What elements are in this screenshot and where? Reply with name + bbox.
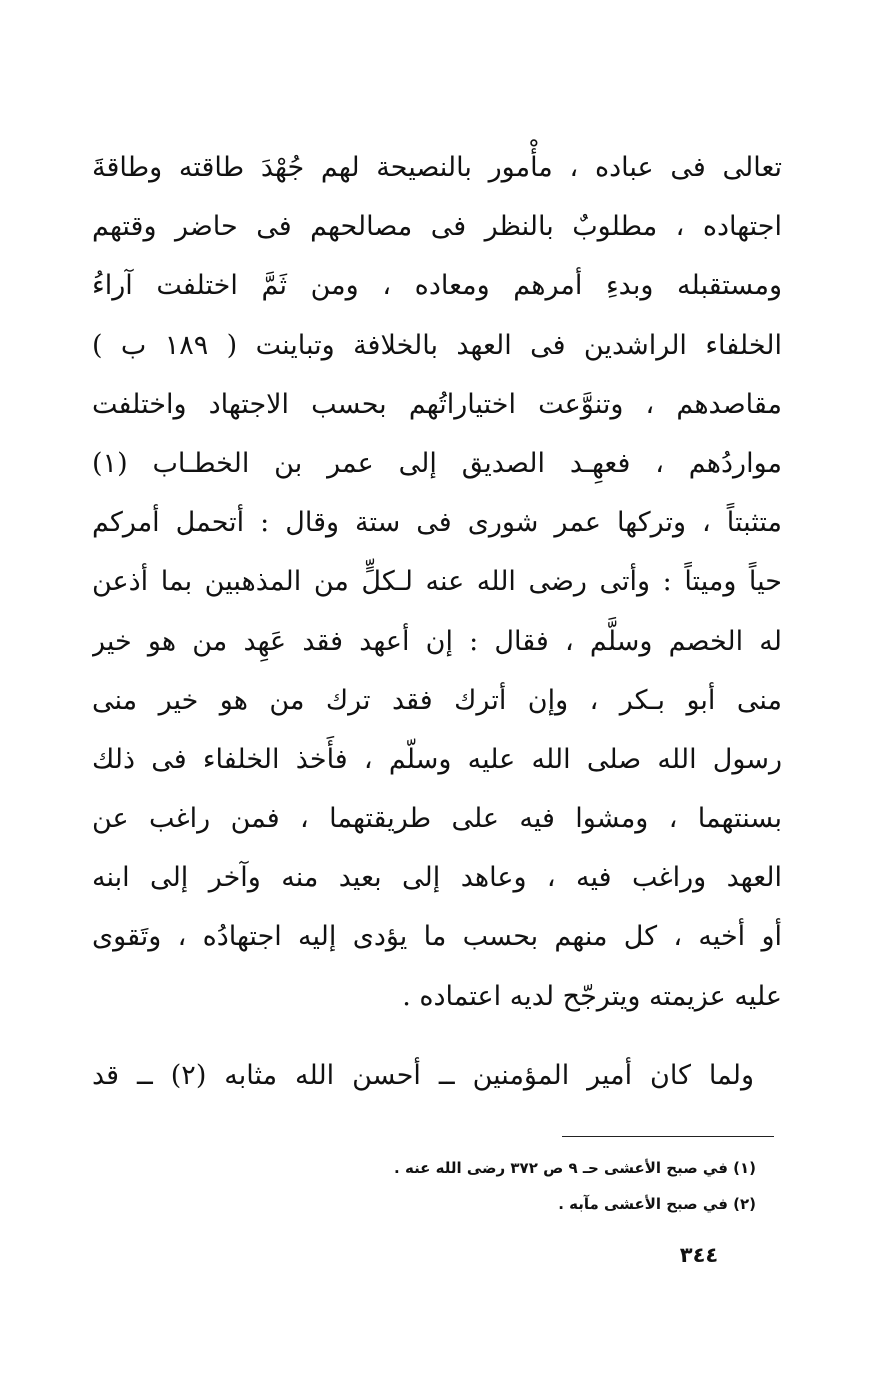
new-paragraph-line: ولما كان أمير المؤمنين ــ أحسن الله مثابه (٢) ــ قد: [92, 1059, 754, 1091]
footnote-1: (١) في صبح الأعشى حـ ٩ ص ٣٧٢ رضى الله عنه .: [394, 1159, 756, 1177]
text-line: منى أبو بـكر ، وإن أترك فقد ترك من هو خير منى: [92, 684, 782, 716]
footnotes: [200, 1150, 756, 1222]
text-line: مواردُهم ، فعهِـد الصديق إلى عمر بن الخطـاب (١): [92, 447, 782, 479]
text-line: اجتهاده ، مطلوبٌ بالنظر فى مصالحهم فى حاضر وقتهم: [92, 211, 782, 243]
text-line: الخلفاء الراشدين فى العهد بالخلافة وتباينت ( ١٨٩ ب ): [92, 329, 782, 361]
text-line: حياً وميتاً : وأتى رضى الله عنه لـكلٍّ من المذهبين بما أذعن: [92, 566, 782, 598]
text-line: بسنتهما ، ومشوا فيه على طريقتهما ، فمن راغب عن: [92, 803, 782, 835]
footnote-separator: [562, 1136, 774, 1137]
footnote-2: (٢) في صبح الأعشى مآبه .: [558, 1195, 756, 1213]
text-line: متثبتاً ، وتركها عمر شورى فى ستة وقال : أتحمل أمركم: [92, 507, 782, 539]
text-line: أو أخيه ، كل منهم بحسب ما يؤدى إليه اجتهادُه ، وتَقوى: [92, 921, 782, 953]
text-line: ومستقبله وبدءِ أمرهم ومعاده ، ومن ثَمَّ اختلفت آراءُ: [92, 270, 782, 302]
page-number: ٣٤٤: [679, 1243, 719, 1267]
text-line: له الخصم وسلَّم ، فقال : إن أعهد فقد عَهِد من هو خير: [92, 625, 782, 657]
paragraph-end-line: عليه عزيمته ويترجّح لديه اعتماده .: [402, 980, 782, 1012]
text-line: تعالى فى عباده ، مأْمور بالنصيحة لهم جُهْدَ طاقته وطاقةَ: [92, 152, 782, 183]
main-text: [92, 138, 782, 1105]
text-line: العهد وراغب فيه ، وعاهد إلى بعيد منه وآخر إلى ابنه: [92, 862, 782, 894]
text-line: مقاصدهم ، وتنوَّعت اختياراتُهم بحسب الاجتهاد واختلفت: [92, 388, 782, 420]
text-line: رسول الله صلى الله عليه وسلّم ، فأَخذ الخلفاء فى ذلك: [92, 743, 782, 775]
